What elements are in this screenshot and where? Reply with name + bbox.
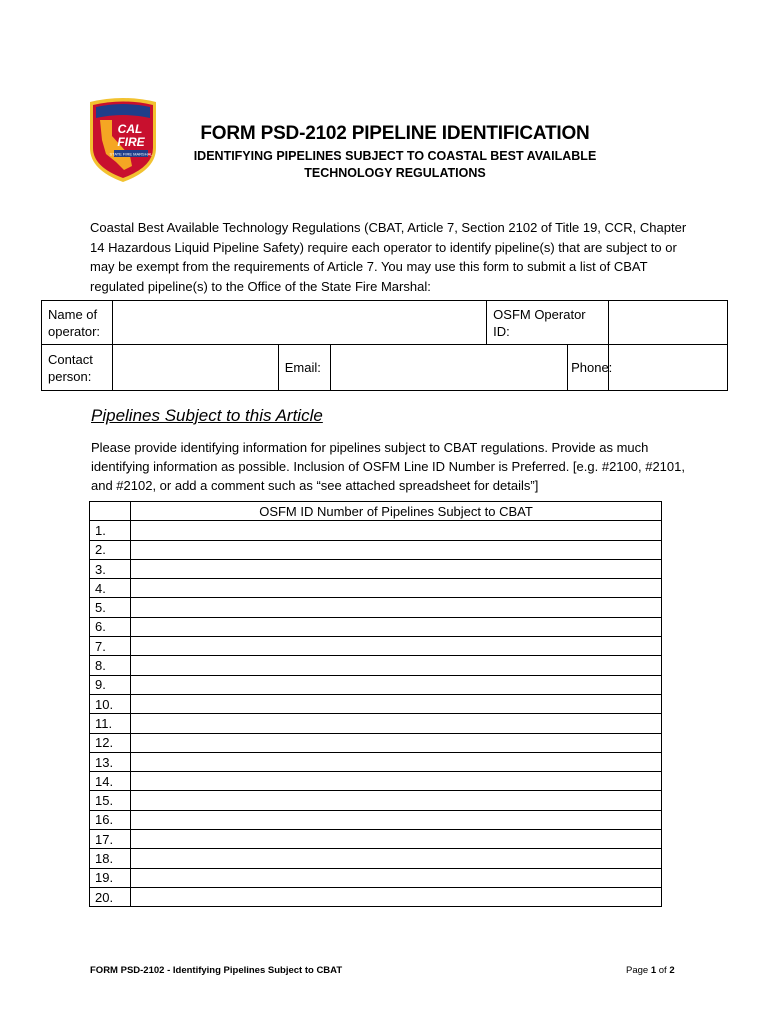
- operator-name-label: Name of operator:: [42, 301, 113, 345]
- pipeline-id-field[interactable]: [131, 830, 662, 849]
- pipeline-id-row: [90, 714, 662, 733]
- pipeline-id-field[interactable]: [131, 868, 662, 887]
- pipeline-id-row: [90, 598, 662, 617]
- pipeline-row-number: 1.: [90, 521, 131, 540]
- pipeline-id-row: [90, 810, 662, 829]
- pipeline-row-number: 13.: [90, 752, 131, 771]
- page-word: Page: [626, 965, 649, 976]
- pipeline-id-field[interactable]: [131, 752, 662, 771]
- pipeline-id-row: [90, 849, 662, 868]
- pipeline-row-number: 14.: [90, 772, 131, 791]
- page-current: 1: [650, 965, 657, 976]
- intro-paragraph: Coastal Best Available Technology Regulations (CBAT, Article 7, Section 2102 of Title 19, CCR, Chapter 14 Hazardous Liquid Pipeline Safety) require each operator to identify pipeline(s) that are subject to or may be exempt from the requirements of Article 7. You may use this form to submit a list of CBAT regulated pipeline(s) to the Office of the State Fire Marshal:: [90, 220, 687, 294]
- pipeline-id-field[interactable]: [131, 675, 662, 694]
- pipeline-id-row: [90, 752, 662, 771]
- pipeline-row-number: 17.: [90, 830, 131, 849]
- subtitle-line-1: IDENTIFYING PIPELINES SUBJECT TO COASTAL BEST AVAILABLE: [193, 149, 597, 163]
- logo-fire-text: FIRE: [117, 135, 145, 149]
- pipeline-row-number: 16.: [90, 810, 131, 829]
- contact-person-label: Contact person:: [42, 345, 113, 391]
- operator-contact-table: [41, 300, 728, 391]
- form-title: FORM PSD-2102 PIPELINE IDENTIFICATION: [200, 123, 590, 144]
- pipeline-id-row: [90, 772, 662, 791]
- pipeline-row-number: 15.: [90, 791, 131, 810]
- pipeline-id-row: [90, 791, 662, 810]
- footer-form-name: FORM PSD-2102 - Identifying Pipelines Subject to CBAT: [90, 965, 343, 976]
- pipeline-row-number: 12.: [90, 733, 131, 752]
- pipeline-row-number: 7.: [90, 637, 131, 656]
- pipeline-row-number: 19.: [90, 868, 131, 887]
- pipeline-id-row: [90, 733, 662, 752]
- pipeline-id-field[interactable]: [131, 559, 662, 578]
- pipeline-id-row: [90, 559, 662, 578]
- phone-field[interactable]: [608, 345, 727, 391]
- pipeline-id-field[interactable]: [131, 540, 662, 559]
- email-field[interactable]: [331, 345, 568, 391]
- pipeline-id-field[interactable]: [131, 791, 662, 810]
- pipeline-row-number: 8.: [90, 656, 131, 675]
- pipeline-id-row: [90, 830, 662, 849]
- id-table-header: OSFM ID Number of Pipelines Subject to CBAT: [131, 502, 662, 521]
- pipeline-row-number: 4.: [90, 579, 131, 598]
- pipeline-id-field[interactable]: [131, 810, 662, 829]
- phone-label: Phone:: [568, 345, 608, 391]
- pipeline-row-number: 5.: [90, 598, 131, 617]
- pipeline-id-field[interactable]: [131, 579, 662, 598]
- form-subtitle: [160, 148, 630, 182]
- osfm-operator-id-field[interactable]: [608, 301, 727, 345]
- section-heading: Pipelines Subject to this Article: [91, 406, 323, 425]
- pipeline-id-field[interactable]: [131, 714, 662, 733]
- pipeline-id-field[interactable]: [131, 598, 662, 617]
- pipeline-id-field[interactable]: [131, 887, 662, 906]
- section-instructions: Please provide identifying information for pipelines subject to CBAT regulations. Provide as much identifying information as possible. Inclusion of OSFM Line ID Number is Preferred. [e.g. #2100, #2101, and #2102, or add a comment such as “see attached spreadsheet for details”]: [91, 440, 685, 493]
- pipeline-row-number: 6.: [90, 617, 131, 636]
- logo-cal-text: CAL: [117, 122, 143, 136]
- pipeline-id-row: [90, 656, 662, 675]
- pipeline-id-row: [90, 617, 662, 636]
- pipeline-row-number: 18.: [90, 849, 131, 868]
- subtitle-line-2: TECHNOLOGY REGULATIONS: [304, 166, 486, 180]
- pipeline-id-field[interactable]: [131, 617, 662, 636]
- pipeline-id-field[interactable]: [131, 637, 662, 656]
- pipeline-row-number: 3.: [90, 559, 131, 578]
- pipeline-id-table: [89, 501, 662, 907]
- pipeline-id-row: [90, 868, 662, 887]
- footer-page-number: [626, 965, 675, 976]
- pipeline-row-number: 11.: [90, 714, 131, 733]
- logo-bottom-text: STATE FIRE MARSHAL: [109, 151, 153, 157]
- pipeline-id-field[interactable]: [131, 656, 662, 675]
- pipeline-id-field[interactable]: [131, 772, 662, 791]
- osfm-operator-id-label: OSFM Operator ID:: [487, 301, 608, 345]
- pipeline-row-number: 9.: [90, 675, 131, 694]
- page-of: of: [658, 965, 667, 976]
- pipeline-row-number: 20.: [90, 887, 131, 906]
- pipeline-row-number: 10.: [90, 694, 131, 713]
- pipeline-id-field[interactable]: [131, 849, 662, 868]
- pipeline-id-row: [90, 521, 662, 540]
- pipeline-id-field[interactable]: [131, 694, 662, 713]
- email-label: Email:: [278, 345, 331, 391]
- cal-fire-logo: [86, 96, 160, 184]
- pipeline-id-row: [90, 540, 662, 559]
- contact-person-field[interactable]: [112, 345, 278, 391]
- pipeline-id-row: [90, 694, 662, 713]
- id-table-corner: [90, 502, 131, 521]
- pipeline-id-row: [90, 887, 662, 906]
- pipeline-id-field[interactable]: [131, 733, 662, 752]
- operator-name-field[interactable]: [112, 301, 486, 345]
- pipeline-id-row: [90, 675, 662, 694]
- pipeline-id-row: [90, 637, 662, 656]
- pipeline-id-row: [90, 579, 662, 598]
- pipeline-row-number: 2.: [90, 540, 131, 559]
- page-total: 2: [669, 965, 675, 976]
- pipeline-id-field[interactable]: [131, 521, 662, 540]
